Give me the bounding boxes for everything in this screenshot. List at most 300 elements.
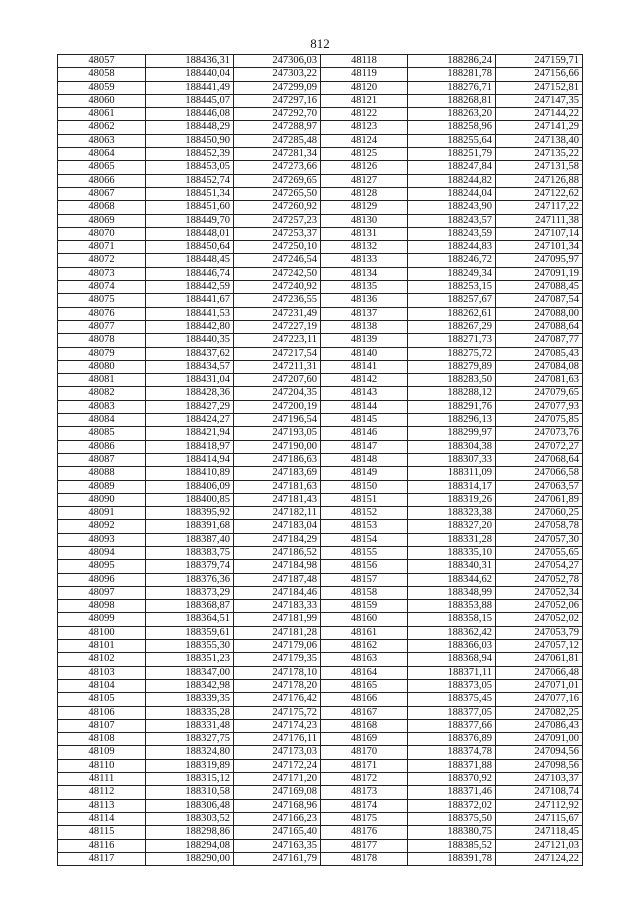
- x-coordinate-right: 188314,17: [408, 480, 496, 493]
- x-coordinate-right: 188335,10: [408, 546, 496, 559]
- x-coordinate-left: 188395,92: [146, 507, 234, 520]
- point-number-right: 48129: [321, 201, 408, 214]
- y-coordinate-right: 247060,25: [496, 507, 583, 520]
- point-number-right: 48145: [321, 414, 408, 427]
- y-coordinate-right: 247061,81: [496, 653, 583, 666]
- point-number-left: 48091: [58, 507, 146, 520]
- point-number-right: 48149: [321, 467, 408, 480]
- y-coordinate-right: 247053,79: [496, 626, 583, 639]
- x-coordinate-left: 188331,48: [146, 719, 234, 732]
- point-number-left: 48080: [58, 360, 146, 373]
- x-coordinate-right: 188370,92: [408, 773, 496, 786]
- y-coordinate-left: 247204,35: [234, 387, 321, 400]
- table-row: [58, 55, 583, 68]
- y-coordinate-right: 247073,76: [496, 427, 583, 440]
- x-coordinate-left: 188294,08: [146, 839, 234, 852]
- point-number-right: 48132: [321, 241, 408, 254]
- x-coordinate-left: 188436,31: [146, 55, 234, 68]
- point-number-left: 48087: [58, 453, 146, 466]
- point-number-right: 48169: [321, 733, 408, 746]
- point-number-left: 48081: [58, 374, 146, 387]
- x-coordinate-left: 188440,35: [146, 334, 234, 347]
- x-coordinate-left: 188298,86: [146, 826, 234, 839]
- y-coordinate-right: 247091,00: [496, 733, 583, 746]
- point-number-left: 48095: [58, 560, 146, 573]
- point-number-left: 48079: [58, 347, 146, 360]
- x-coordinate-left: 188445,07: [146, 94, 234, 107]
- x-coordinate-right: 188374,78: [408, 746, 496, 759]
- y-coordinate-left: 247168,96: [234, 799, 321, 812]
- table-row: [58, 187, 583, 200]
- y-coordinate-left: 247288,97: [234, 121, 321, 134]
- y-coordinate-left: 247187,48: [234, 573, 321, 586]
- table-row: [58, 281, 583, 294]
- table-row: [58, 719, 583, 732]
- x-coordinate-right: 188251,79: [408, 148, 496, 161]
- y-coordinate-right: 247075,85: [496, 414, 583, 427]
- x-coordinate-left: 188342,98: [146, 679, 234, 692]
- x-coordinate-left: 188441,67: [146, 294, 234, 307]
- y-coordinate-right: 247103,37: [496, 773, 583, 786]
- x-coordinate-right: 188385,52: [408, 839, 496, 852]
- point-number-left: 48074: [58, 281, 146, 294]
- x-coordinate-left: 188452,74: [146, 174, 234, 187]
- table-row: [58, 94, 583, 107]
- y-coordinate-left: 247186,52: [234, 546, 321, 559]
- y-coordinate-right: 247124,22: [496, 852, 583, 865]
- y-coordinate-left: 247179,35: [234, 653, 321, 666]
- point-number-left: 48104: [58, 679, 146, 692]
- y-coordinate-left: 247171,20: [234, 773, 321, 786]
- point-number-left: 48067: [58, 187, 146, 200]
- x-coordinate-right: 188323,38: [408, 507, 496, 520]
- y-coordinate-right: 247131,58: [496, 161, 583, 174]
- y-coordinate-left: 247297,16: [234, 94, 321, 107]
- x-coordinate-left: 188383,75: [146, 546, 234, 559]
- y-coordinate-left: 247292,70: [234, 108, 321, 121]
- point-number-left: 48106: [58, 706, 146, 719]
- x-coordinate-right: 188257,67: [408, 294, 496, 307]
- x-coordinate-left: 188387,40: [146, 533, 234, 546]
- y-coordinate-right: 247141,29: [496, 121, 583, 134]
- point-number-left: 48066: [58, 174, 146, 187]
- table-row: [58, 852, 583, 865]
- y-coordinate-left: 247257,23: [234, 214, 321, 227]
- table-row: [58, 68, 583, 81]
- table-row: [58, 414, 583, 427]
- y-coordinate-left: 247193,05: [234, 427, 321, 440]
- point-number-right: 48156: [321, 560, 408, 573]
- point-number-left: 48084: [58, 414, 146, 427]
- y-coordinate-right: 247144,22: [496, 108, 583, 121]
- table-row: [58, 679, 583, 692]
- y-coordinate-right: 247121,03: [496, 839, 583, 852]
- point-number-right: 48162: [321, 640, 408, 653]
- point-number-right: 48160: [321, 613, 408, 626]
- point-number-left: 48101: [58, 640, 146, 653]
- y-coordinate-right: 247091,19: [496, 267, 583, 280]
- table-row: [58, 693, 583, 706]
- point-number-right: 48126: [321, 161, 408, 174]
- point-number-right: 48139: [321, 334, 408, 347]
- table-row: [58, 320, 583, 333]
- table-row: [58, 600, 583, 613]
- point-number-left: 48062: [58, 121, 146, 134]
- x-coordinate-left: 188339,35: [146, 693, 234, 706]
- y-coordinate-left: 247211,31: [234, 360, 321, 373]
- x-coordinate-right: 188267,29: [408, 320, 496, 333]
- point-number-right: 48146: [321, 427, 408, 440]
- page-number: 812: [310, 36, 330, 51]
- table-row: [58, 81, 583, 94]
- x-coordinate-left: 188453,05: [146, 161, 234, 174]
- table-row: [58, 174, 583, 187]
- x-coordinate-left: 188427,29: [146, 400, 234, 413]
- y-coordinate-right: 247088,64: [496, 320, 583, 333]
- y-coordinate-left: 247260,92: [234, 201, 321, 214]
- x-coordinate-left: 188448,29: [146, 121, 234, 134]
- x-coordinate-left: 188410,89: [146, 467, 234, 480]
- x-coordinate-right: 188311,09: [408, 467, 496, 480]
- table-row: [58, 227, 583, 240]
- table-row: [58, 613, 583, 626]
- point-number-left: 48073: [58, 267, 146, 280]
- x-coordinate-left: 188450,90: [146, 134, 234, 147]
- point-number-right: 48174: [321, 799, 408, 812]
- point-number-right: 48157: [321, 573, 408, 586]
- point-number-left: 48112: [58, 786, 146, 799]
- point-number-left: 48068: [58, 201, 146, 214]
- x-coordinate-left: 188290,00: [146, 852, 234, 865]
- y-coordinate-right: 247082,25: [496, 706, 583, 719]
- point-number-left: 48089: [58, 480, 146, 493]
- x-coordinate-right: 188307,33: [408, 453, 496, 466]
- x-coordinate-left: 188449,70: [146, 214, 234, 227]
- y-coordinate-right: 247052,02: [496, 613, 583, 626]
- y-coordinate-left: 247173,03: [234, 746, 321, 759]
- table-row: [58, 826, 583, 839]
- table-row: [58, 493, 583, 506]
- y-coordinate-left: 247183,69: [234, 467, 321, 480]
- point-number-left: 48065: [58, 161, 146, 174]
- table-row: [58, 640, 583, 653]
- table-row: [58, 480, 583, 493]
- y-coordinate-right: 247087,54: [496, 294, 583, 307]
- point-number-left: 48109: [58, 746, 146, 759]
- x-coordinate-left: 188421,94: [146, 427, 234, 440]
- table-row: [58, 241, 583, 254]
- y-coordinate-right: 247085,43: [496, 347, 583, 360]
- y-coordinate-right: 247052,78: [496, 573, 583, 586]
- y-coordinate-left: 247183,04: [234, 520, 321, 533]
- x-coordinate-left: 188431,04: [146, 374, 234, 387]
- point-number-left: 48076: [58, 307, 146, 320]
- y-coordinate-right: 247071,01: [496, 679, 583, 692]
- y-coordinate-left: 247273,66: [234, 161, 321, 174]
- table-row: [58, 201, 583, 214]
- x-coordinate-right: 188249,34: [408, 267, 496, 280]
- y-coordinate-left: 247174,23: [234, 719, 321, 732]
- x-coordinate-left: 188450,64: [146, 241, 234, 254]
- y-coordinate-right: 247156,66: [496, 68, 583, 81]
- x-coordinate-right: 188243,90: [408, 201, 496, 214]
- point-number-left: 48116: [58, 839, 146, 852]
- x-coordinate-right: 188353,88: [408, 600, 496, 613]
- point-number-right: 48171: [321, 759, 408, 772]
- y-coordinate-left: 247181,63: [234, 480, 321, 493]
- point-number-right: 48124: [321, 134, 408, 147]
- point-number-right: 48135: [321, 281, 408, 294]
- table-row: [58, 786, 583, 799]
- y-coordinate-right: 247063,57: [496, 480, 583, 493]
- x-coordinate-right: 188296,13: [408, 414, 496, 427]
- table-row: [58, 267, 583, 280]
- y-coordinate-left: 247250,10: [234, 241, 321, 254]
- x-coordinate-right: 188283,50: [408, 374, 496, 387]
- point-number-left: 48071: [58, 241, 146, 254]
- x-coordinate-right: 188244,83: [408, 241, 496, 254]
- x-coordinate-right: 188262,61: [408, 307, 496, 320]
- y-coordinate-right: 247066,48: [496, 666, 583, 679]
- x-coordinate-left: 188442,80: [146, 320, 234, 333]
- y-coordinate-left: 247184,46: [234, 586, 321, 599]
- point-number-right: 48151: [321, 493, 408, 506]
- y-coordinate-left: 247181,28: [234, 626, 321, 639]
- table-row: [58, 347, 583, 360]
- y-coordinate-left: 247236,55: [234, 294, 321, 307]
- x-coordinate-left: 188359,61: [146, 626, 234, 639]
- point-number-right: 48163: [321, 653, 408, 666]
- y-coordinate-left: 247169,08: [234, 786, 321, 799]
- point-number-right: 48125: [321, 148, 408, 161]
- table-row: [58, 294, 583, 307]
- x-coordinate-right: 188366,03: [408, 640, 496, 653]
- y-coordinate-right: 247079,65: [496, 387, 583, 400]
- x-coordinate-right: 188263,20: [408, 108, 496, 121]
- y-coordinate-left: 247246,54: [234, 254, 321, 267]
- x-coordinate-left: 188310,58: [146, 786, 234, 799]
- table-row: [58, 626, 583, 639]
- x-coordinate-right: 188243,57: [408, 214, 496, 227]
- table-row: [58, 440, 583, 453]
- point-number-left: 48092: [58, 520, 146, 533]
- x-coordinate-left: 188414,94: [146, 453, 234, 466]
- y-coordinate-left: 247178,10: [234, 666, 321, 679]
- x-coordinate-left: 188400,85: [146, 493, 234, 506]
- point-number-left: 48061: [58, 108, 146, 121]
- x-coordinate-right: 188371,11: [408, 666, 496, 679]
- table-row: [58, 507, 583, 520]
- y-coordinate-left: 247181,43: [234, 493, 321, 506]
- x-coordinate-left: 188451,34: [146, 187, 234, 200]
- point-number-right: 48165: [321, 679, 408, 692]
- point-number-left: 48060: [58, 94, 146, 107]
- point-number-right: 48137: [321, 307, 408, 320]
- table-row: [58, 839, 583, 852]
- point-number-left: 48114: [58, 812, 146, 825]
- y-coordinate-right: 247159,71: [496, 55, 583, 68]
- y-coordinate-left: 247176,11: [234, 733, 321, 746]
- x-coordinate-right: 188331,28: [408, 533, 496, 546]
- y-coordinate-right: 247147,35: [496, 94, 583, 107]
- x-coordinate-right: 188377,66: [408, 719, 496, 732]
- point-number-right: 48176: [321, 826, 408, 839]
- x-coordinate-right: 188368,94: [408, 653, 496, 666]
- point-number-left: 48077: [58, 320, 146, 333]
- point-number-left: 48117: [58, 852, 146, 865]
- point-number-left: 48070: [58, 227, 146, 240]
- point-number-right: 48122: [321, 108, 408, 121]
- y-coordinate-left: 247281,34: [234, 148, 321, 161]
- x-coordinate-right: 188371,46: [408, 786, 496, 799]
- y-coordinate-right: 247052,34: [496, 586, 583, 599]
- y-coordinate-right: 247108,74: [496, 786, 583, 799]
- point-number-left: 48110: [58, 759, 146, 772]
- y-coordinate-right: 247122,62: [496, 187, 583, 200]
- point-number-right: 48147: [321, 440, 408, 453]
- y-coordinate-right: 247152,81: [496, 81, 583, 94]
- point-number-left: 48100: [58, 626, 146, 639]
- coordinates-table-body: [58, 55, 583, 866]
- point-number-right: 48168: [321, 719, 408, 732]
- table-row: [58, 148, 583, 161]
- y-coordinate-right: 247118,45: [496, 826, 583, 839]
- y-coordinate-left: 247172,24: [234, 759, 321, 772]
- y-coordinate-right: 247054,27: [496, 560, 583, 573]
- y-coordinate-left: 247231,49: [234, 307, 321, 320]
- y-coordinate-right: 247135,22: [496, 148, 583, 161]
- point-number-right: 48154: [321, 533, 408, 546]
- y-coordinate-left: 247179,06: [234, 640, 321, 653]
- x-coordinate-left: 188315,12: [146, 773, 234, 786]
- y-coordinate-right: 247055,65: [496, 546, 583, 559]
- x-coordinate-left: 188364,51: [146, 613, 234, 626]
- point-number-left: 48059: [58, 81, 146, 94]
- x-coordinate-left: 188379,74: [146, 560, 234, 573]
- point-number-right: 48131: [321, 227, 408, 240]
- x-coordinate-right: 188255,64: [408, 134, 496, 147]
- y-coordinate-right: 247101,34: [496, 241, 583, 254]
- y-coordinate-left: 247190,00: [234, 440, 321, 453]
- point-number-right: 48173: [321, 786, 408, 799]
- table-row: [58, 453, 583, 466]
- table-row: [58, 759, 583, 772]
- y-coordinate-left: 247181,99: [234, 613, 321, 626]
- point-number-right: 48118: [321, 55, 408, 68]
- x-coordinate-right: 188279,89: [408, 360, 496, 373]
- x-coordinate-left: 188448,01: [146, 227, 234, 240]
- x-coordinate-right: 188375,50: [408, 812, 496, 825]
- coordinates-table: [57, 54, 583, 866]
- x-coordinate-right: 188253,15: [408, 281, 496, 294]
- point-number-left: 48086: [58, 440, 146, 453]
- table-row: [58, 706, 583, 719]
- x-coordinate-right: 188372,02: [408, 799, 496, 812]
- y-coordinate-left: 247303,22: [234, 68, 321, 81]
- y-coordinate-right: 247061,89: [496, 493, 583, 506]
- table-row: [58, 586, 583, 599]
- point-number-right: 48170: [321, 746, 408, 759]
- point-number-left: 48078: [58, 334, 146, 347]
- y-coordinate-right: 247077,93: [496, 400, 583, 413]
- point-number-right: 48140: [321, 347, 408, 360]
- x-coordinate-right: 188362,42: [408, 626, 496, 639]
- y-coordinate-left: 247163,35: [234, 839, 321, 852]
- x-coordinate-right: 188299,97: [408, 427, 496, 440]
- x-coordinate-left: 188319,89: [146, 759, 234, 772]
- y-coordinate-left: 247285,48: [234, 134, 321, 147]
- point-number-left: 48090: [58, 493, 146, 506]
- x-coordinate-left: 188428,36: [146, 387, 234, 400]
- x-coordinate-right: 188268,81: [408, 94, 496, 107]
- point-number-left: 48105: [58, 693, 146, 706]
- table-row: [58, 134, 583, 147]
- table-row: [58, 214, 583, 227]
- point-number-right: 48172: [321, 773, 408, 786]
- y-coordinate-left: 247183,33: [234, 600, 321, 613]
- point-number-left: 48102: [58, 653, 146, 666]
- point-number-left: 48088: [58, 467, 146, 480]
- point-number-right: 48177: [321, 839, 408, 852]
- point-number-left: 48075: [58, 294, 146, 307]
- x-coordinate-right: 188304,38: [408, 440, 496, 453]
- table-row: [58, 254, 583, 267]
- y-coordinate-left: 247178,20: [234, 679, 321, 692]
- table-row: [58, 161, 583, 174]
- x-coordinate-left: 188335,28: [146, 706, 234, 719]
- point-number-right: 48128: [321, 187, 408, 200]
- x-coordinate-left: 188424,27: [146, 414, 234, 427]
- x-coordinate-left: 188351,23: [146, 653, 234, 666]
- point-number-right: 48158: [321, 586, 408, 599]
- point-number-left: 48099: [58, 613, 146, 626]
- y-coordinate-left: 247223,11: [234, 334, 321, 347]
- y-coordinate-right: 247084,08: [496, 360, 583, 373]
- y-coordinate-right: 247077,16: [496, 693, 583, 706]
- y-coordinate-left: 247184,29: [234, 533, 321, 546]
- y-coordinate-right: 247112,92: [496, 799, 583, 812]
- table-row: [58, 520, 583, 533]
- point-number-right: 48155: [321, 546, 408, 559]
- point-number-right: 48152: [321, 507, 408, 520]
- x-coordinate-right: 188244,82: [408, 174, 496, 187]
- point-number-right: 48148: [321, 453, 408, 466]
- y-coordinate-right: 247095,97: [496, 254, 583, 267]
- x-coordinate-right: 188271,73: [408, 334, 496, 347]
- x-coordinate-left: 188391,68: [146, 520, 234, 533]
- x-coordinate-right: 188246,72: [408, 254, 496, 267]
- y-coordinate-left: 247182,11: [234, 507, 321, 520]
- x-coordinate-right: 188247,84: [408, 161, 496, 174]
- x-coordinate-right: 188348,99: [408, 586, 496, 599]
- y-coordinate-left: 247299,09: [234, 81, 321, 94]
- table-row: [58, 733, 583, 746]
- y-coordinate-left: 247207,60: [234, 374, 321, 387]
- point-number-left: 48058: [58, 68, 146, 81]
- point-number-right: 48167: [321, 706, 408, 719]
- x-coordinate-left: 188306,48: [146, 799, 234, 812]
- point-number-right: 48127: [321, 174, 408, 187]
- x-coordinate-left: 188446,74: [146, 267, 234, 280]
- point-number-right: 48175: [321, 812, 408, 825]
- point-number-right: 48138: [321, 320, 408, 333]
- point-number-right: 48164: [321, 666, 408, 679]
- point-number-right: 48133: [321, 254, 408, 267]
- x-coordinate-right: 188276,71: [408, 81, 496, 94]
- point-number-right: 48141: [321, 360, 408, 373]
- y-coordinate-right: 247094,56: [496, 746, 583, 759]
- x-coordinate-left: 188327,75: [146, 733, 234, 746]
